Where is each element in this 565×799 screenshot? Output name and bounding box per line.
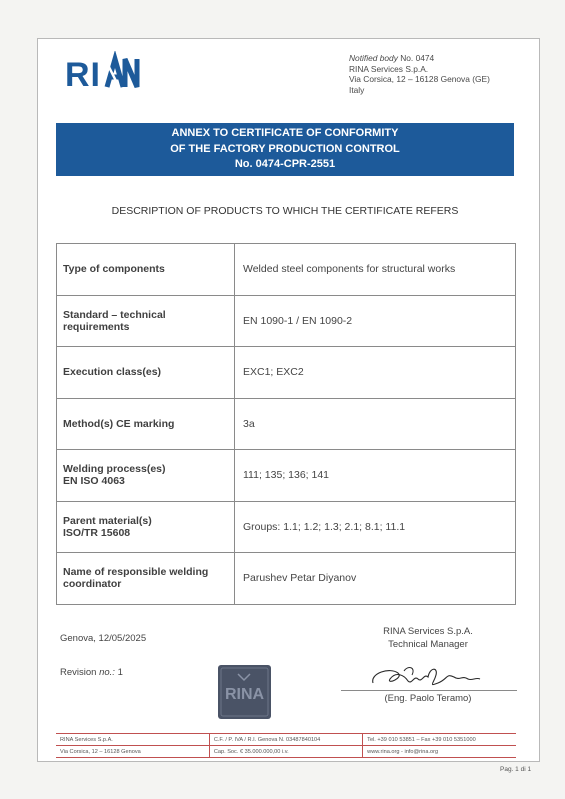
footer-website: www.rina.org - info@rina.org	[363, 746, 516, 758]
certificate-page	[37, 38, 540, 762]
notified-body-label: Notified body	[349, 53, 398, 63]
signature-line	[341, 690, 517, 691]
notified-body-number: No. 0474	[400, 53, 435, 63]
revision-no-label: no.:	[99, 667, 115, 678]
row-label-line-1: Parent material(s)	[63, 514, 152, 527]
company-country: Italy	[349, 84, 365, 95]
product-table	[56, 243, 516, 605]
company-name: RINA Services S.p.A.	[349, 63, 429, 74]
row-label: Execution class(es)	[57, 347, 235, 399]
svg-text:RI: RI	[65, 56, 101, 94]
footer-capital: Cap. Soc. € 35.000.000,00 i.v.	[209, 746, 362, 758]
table-row	[57, 398, 516, 450]
footer-phone: Tel. +39 010 53851 – Fax +39 010 5351000	[363, 734, 516, 746]
row-label-line-2: EN ISO 4063	[63, 475, 125, 488]
row-label	[57, 501, 235, 553]
signer-block	[338, 625, 518, 651]
signer-role: Technical Manager	[388, 639, 468, 650]
banner-line-2: OF THE FACTORY PRODUCTION CONTROL	[170, 142, 400, 155]
table-row	[57, 347, 516, 399]
table-row	[57, 501, 516, 553]
footer-tax-id: C.F. / P. IVA / R.I. Genova N. 03487840104	[209, 734, 362, 746]
notified-body-block	[349, 53, 490, 95]
rina-stamp-icon	[218, 665, 271, 719]
certificate-title-banner	[56, 123, 514, 176]
rina-logo-icon	[63, 51, 141, 95]
footer-address: Via Corsica, 12 – 16128 Genova	[56, 746, 209, 758]
table-row	[57, 450, 516, 502]
certificate-number: No. 0474-CPR-2551	[234, 158, 336, 170]
table-row	[57, 295, 516, 347]
row-value: Groups: 1.1; 1.2; 1.3; 2.1; 8.1; 11.1	[235, 501, 516, 553]
row-value: EN 1090-1 / EN 1090-2	[235, 295, 516, 347]
company-address: Via Corsica, 12 – 16128 Genova (GE)	[349, 74, 490, 85]
row-label-line-1: Welding process(es)	[63, 463, 166, 476]
revision-label: Revision	[60, 667, 97, 678]
row-value: Welded steel components for structural works	[235, 244, 516, 296]
footer-company: RINA Services S.p.A.	[56, 734, 209, 746]
place-date: Genova, 12/05/2025	[60, 633, 147, 644]
row-value: 3a	[235, 398, 516, 450]
table-row	[57, 553, 516, 605]
signature-icon	[368, 661, 498, 689]
banner-line-1: ANNEX TO CERTIFICATE OF CONFORMITY	[171, 127, 399, 139]
row-label	[57, 450, 235, 502]
row-label: Name of responsible welding coordinator	[57, 553, 235, 605]
row-label: Method(s) CE marking	[57, 398, 235, 450]
signer-company: RINA Services S.p.A.	[383, 626, 473, 637]
footer	[56, 733, 516, 758]
page-number: Pag. 1 di 1	[500, 766, 532, 773]
row-value: 111; 135; 136; 141	[235, 450, 516, 502]
svg-text:RINA: RINA	[224, 686, 265, 703]
revision-value: 1	[117, 667, 123, 678]
revision-line	[60, 667, 123, 678]
row-label: Type of components	[57, 244, 235, 296]
table-row	[57, 244, 516, 296]
row-label-line-2: ISO/TR 15608	[63, 526, 131, 539]
row-value: EXC1; EXC2	[235, 347, 516, 399]
row-value: Parushev Petar Diyanov	[235, 553, 516, 605]
description-title: DESCRIPTION OF PRODUCTS TO WHICH THE CERTIFICATE REFERS	[111, 205, 459, 217]
row-label: Standard – technical requirements	[57, 295, 235, 347]
signatory-name: (Eng. Paolo Teramo)	[384, 693, 472, 704]
